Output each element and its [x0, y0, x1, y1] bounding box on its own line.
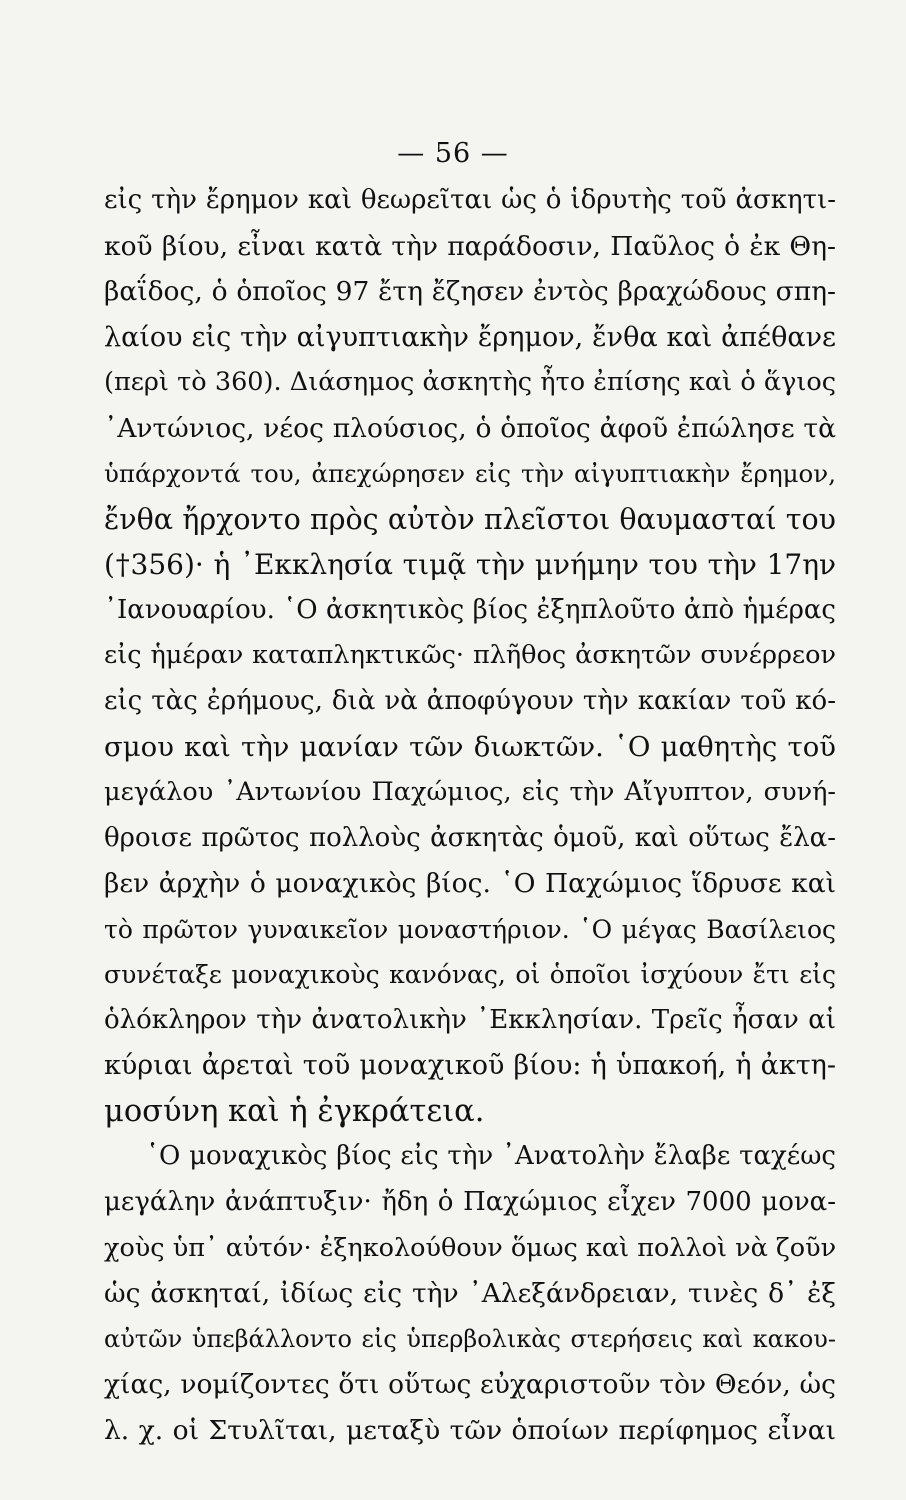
text-line: λ. χ. οἱ Στυλῖται, μεταξὺ τῶν ὁποίων περίφημος εἶναι — [104, 1414, 836, 1446]
text-line: αὐτῶν ὑπεβάλλοντο εἰς ὑπερβολικὰς στερήσεις καὶ κακου- — [104, 1324, 836, 1353]
text-line: βεν ἀρχὴν ὁ μοναχικὸς βίος. ῾Ο Παχώμιος ἵδρυσε καὶ — [104, 868, 836, 900]
text-line: λαίου εἰς τὴν αἰγυπτιακὴν ἔρημον, ἔνθα καὶ ἀπέθανε — [104, 321, 836, 353]
text-line: εἰς τὰς ἐρήμους, διὰ νὰ ἀποφύγουν τὴν κακίαν τοῦ κό- — [104, 686, 836, 717]
text-line: εἰς τὴν ἔρημον καὶ θεωρεῖται ὡς ὁ ἱδρυτὴς τοῦ ἀσκητι- — [104, 185, 836, 215]
text-line: ᾿Ιανουαρίου. ῾Ο ἀσκητικὸς βίος ἐξηπλοῦτο ἀπὸ ἡμέρας — [104, 594, 836, 625]
text-line: (†356)· ἡ ᾿Εκκλησία τιμᾷ τὴν μνήμην του τὴν 17ην — [104, 548, 836, 582]
text-line: συνέταξε μοναχικοὺς κανόνας, οἱ ὁποῖοι ἰσχύουν ἔτι εἰς — [104, 960, 836, 990]
text-line: χοὺς ὑπ᾿ αὐτόν· ἐξηκολούθουν ὅμως καὶ πολλοὶ νὰ ζοῦν — [104, 1232, 836, 1263]
text-line: μοσύνη καὶ ἡ ἐγκράτεια. — [104, 1093, 485, 1129]
text-line: ῾Ο μοναχικὸς βίος εἰς τὴν ᾿Ανατολὴν ἔλαβε ταχέως — [146, 1141, 836, 1172]
text-line: τὸ πρῶτον γυναικεῖον μοναστήριον. ῾Ο μέγας Βασίλειος — [104, 914, 836, 944]
body-text — [104, 178, 836, 1453]
text-line: κύριαι ἀρεταὶ τοῦ μοναχικοῦ βίου: ἡ ὑπακοή, ἡ ἀκτη- — [104, 1050, 836, 1082]
text-line: ᾿Αντώνιος, νέος πλούσιος, ὁ ὁποῖος ἀφοῦ ἐπώλησε τὰ — [104, 412, 836, 444]
text-line: σμου καὶ τὴν μανίαν τῶν διωκτῶν. ῾Ο μαθητὴς τοῦ — [104, 730, 836, 763]
text-line: θροισε πρῶτος πολλοὺς ἀσκητὰς ὁμοῦ, καὶ οὕτως ἔλα- — [104, 822, 836, 853]
text-line: μεγάλην ἀνάπτυξιν· ἤδη ὁ Παχώμιος εἶχεν 7000 μονα- — [104, 1187, 836, 1218]
page-number: — 56 — — [397, 138, 509, 169]
text-line: ὡς ἀσκηταί, ἰδίως εἰς τὴν ᾿Αλεξάνδρειαν, τινὲς δ᾿ ἐξ — [104, 1278, 836, 1310]
text-line: βαΐδος, ὁ ὁποῖος 97 ἔτη ἔζησεν ἐντὸς βραχώδους σπη- — [104, 276, 836, 308]
text-line: ἔνθα ἤρχοντο πρὸς αὐτὸν πλεῖστοι θαυμασταί του — [104, 502, 836, 536]
text-line: (περὶ τὸ 360). Διάσημος ἀσκητὴς ἦτο ἐπίσης καὶ ὁ ἅγιος — [104, 367, 836, 398]
text-line: μεγάλου ᾿Αντωνίου Παχώμιος, εἰς τὴν Αἴγυπτον, συνή- — [104, 777, 836, 808]
text-line: χίας, νομίζοντες ὅτι οὕτως εὐχαριστοῦν τὸν Θεόν, ὡς — [104, 1369, 836, 1401]
text-line: κοῦ βίου, εἶναι κατὰ τὴν παράδοσιν, Παῦλος ὁ ἐκ Θη- — [104, 230, 836, 262]
text-line: ὁλόκληρον τὴν ἀνατολικὴν ᾿Εκκλησίαν. Τρεῖς ἦσαν αἱ — [104, 1004, 836, 1035]
text-line: ὑπάρχοντά του, ἀπεχώρησεν εἰς τὴν αἰγυπτιακὴν ἔρημον, — [104, 459, 836, 489]
text-line: εἰς ἡμέραν καταπληκτικῶς· πλῆθος ἀσκητῶν συνέρρεον — [104, 640, 836, 671]
